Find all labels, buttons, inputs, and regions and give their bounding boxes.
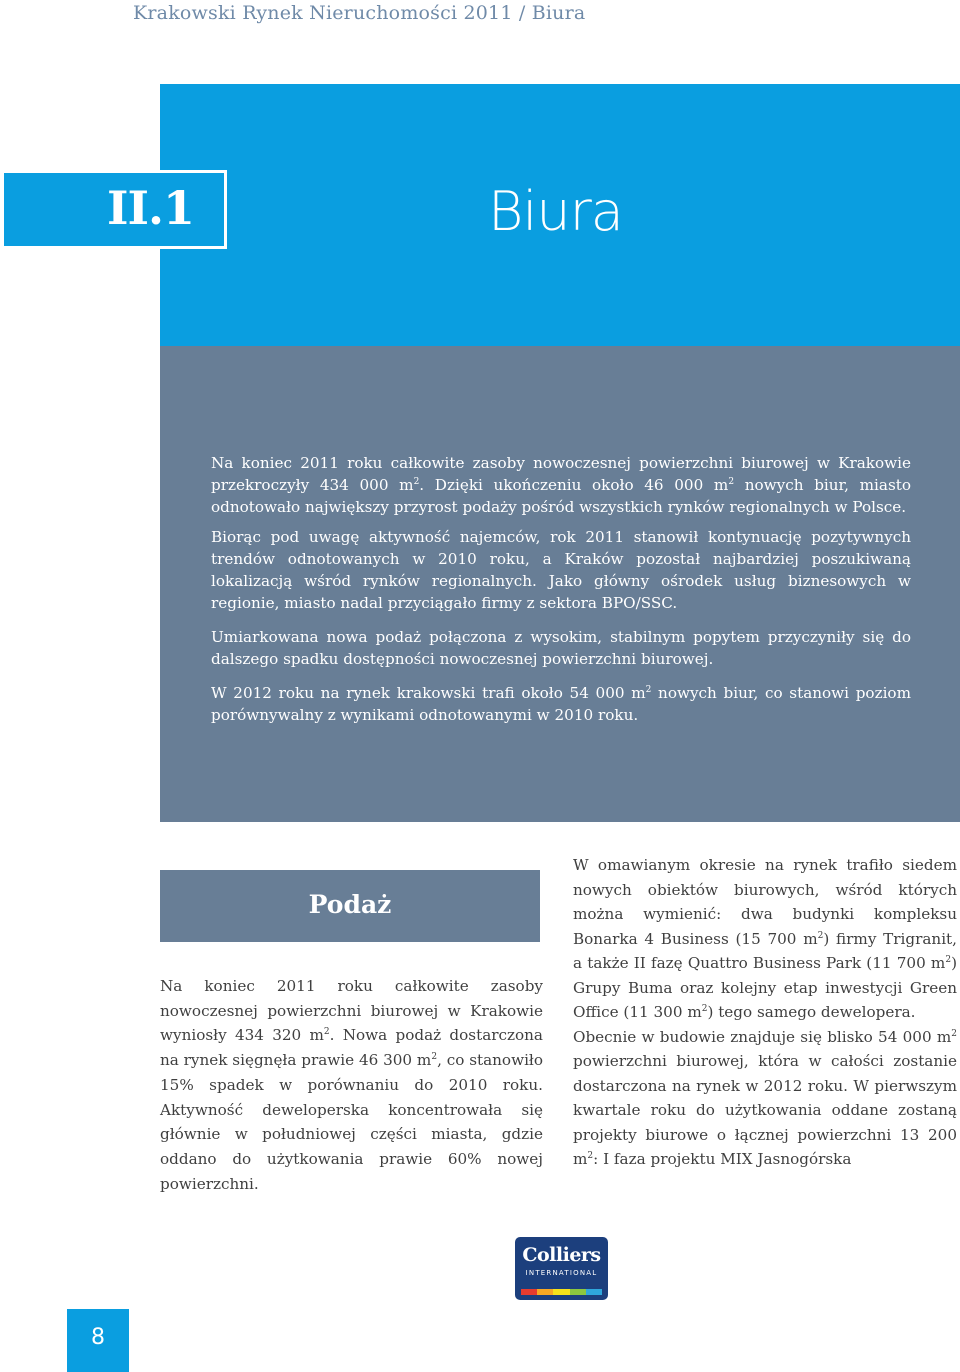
colliers-logo <box>515 1237 608 1300</box>
logo-name: Colliers <box>522 1244 601 1266</box>
logo-stripe-segment <box>586 1289 602 1295</box>
intro-paragraph-2: Biorąc pod uwagę aktywność najemców, rok 2011 stanowił kontynuację pozytywnych trendów odnotowanych w 2010 roku, a Kraków pozostał najbardziej poszukiwaną lokalizacją wśród rynków regionalnych. Jako główny ośrodek usług biznesowych w regionie, miasto nadal przyciągało firmy z sektora BPO/SSC. <box>211 528 911 612</box>
intro-paragraph-4: W 2012 roku na rynek krakowski trafi około 54 000 $m^2$ nowych biur, co stanowi poziom porównywalny z wynikami odnotowanymi w 2010 roku. <box>211 684 911 724</box>
supply-right-paragraph-1: W omawianym okresie na rynek trafiło siedem nowych obiektów biurowych, wśród których można wymienić: dwa budynki kompleksu Bonarka 4 Business (15 700 $m^2$) firmy Trigranit, a także II fazę Quattro Business Park (11 700 $m^2$) Grupy Buma oraz kolejny etap inwestycji Green Office (11 300 $m^2$) tego samego dewelopera. <box>573 856 957 1021</box>
logo-stripe-segment <box>521 1289 537 1295</box>
supply-left-column <box>160 974 543 1196</box>
supply-right-column <box>573 853 957 1172</box>
logo-color-stripe <box>521 1289 602 1295</box>
logo-subtitle: INTERNATIONAL <box>525 1269 598 1277</box>
section-number: II.1 <box>106 181 194 235</box>
section-number-box <box>4 170 227 249</box>
intro-paragraph-3: Umiarkowana nowa podaż połączona z wysokim, stabilnym popytem przyczyniły się do dalszego spadku dostępności nowoczesnej powierzchni biurowej. <box>211 628 911 668</box>
logo-stripe-segment <box>537 1289 553 1295</box>
supply-heading-box <box>160 870 540 942</box>
intro-paragraph-1: Na koniec 2011 roku całkowite zasoby nowoczesnej powierzchni biurowej w Krakowie przekroczyły 434 000 $m^2$. Dzięki ukończeniu około 46 000 $m^2$ nowych biur, miasto odnotowało największy przyrost podaży pośród wszystkich rynków regionalnych w Polsce. <box>211 454 911 516</box>
running-header: Krakowski Rynek Nieruchomości 2011 / Biura <box>133 2 586 24</box>
supply-right-paragraph-2: Obecnie w budowie znajduje się blisko 54 000 $m^2$ powierzchni biurowej, która w całości zostanie dostarczona na rynek w 2012 roku. W pierwszym kwartale roku do użytkowania oddane zostaną projekty biurowe o łącznej powierzchni 13 200 $m^2$: I faza projektu MIX Jasnogórska <box>573 1027 957 1168</box>
intro-text <box>211 452 911 738</box>
page-number: 8 <box>91 1325 105 1350</box>
page-number-box <box>67 1309 129 1372</box>
logo-stripe-segment <box>570 1289 586 1295</box>
supply-left-paragraph: Na koniec 2011 roku całkowite zasoby nowoczesnej powierzchni biurowej w Krakowie wyniosły 434 320 $m^2$. Nowa podaż dostarczona na rynek sięgnęła prawie 46 300 $m^2$, co stanowiło 15% spadek w porównaniu do 2010 roku. Aktywność deweloperska koncentrowała się głównie w południowej części miasta, gdzie oddano do użytkowania prawie 60% nowej powierzchni. <box>160 977 543 1193</box>
supply-heading: Podaż <box>308 890 392 919</box>
section-title: Biura <box>488 180 623 243</box>
logo-stripe-segment <box>553 1289 569 1295</box>
